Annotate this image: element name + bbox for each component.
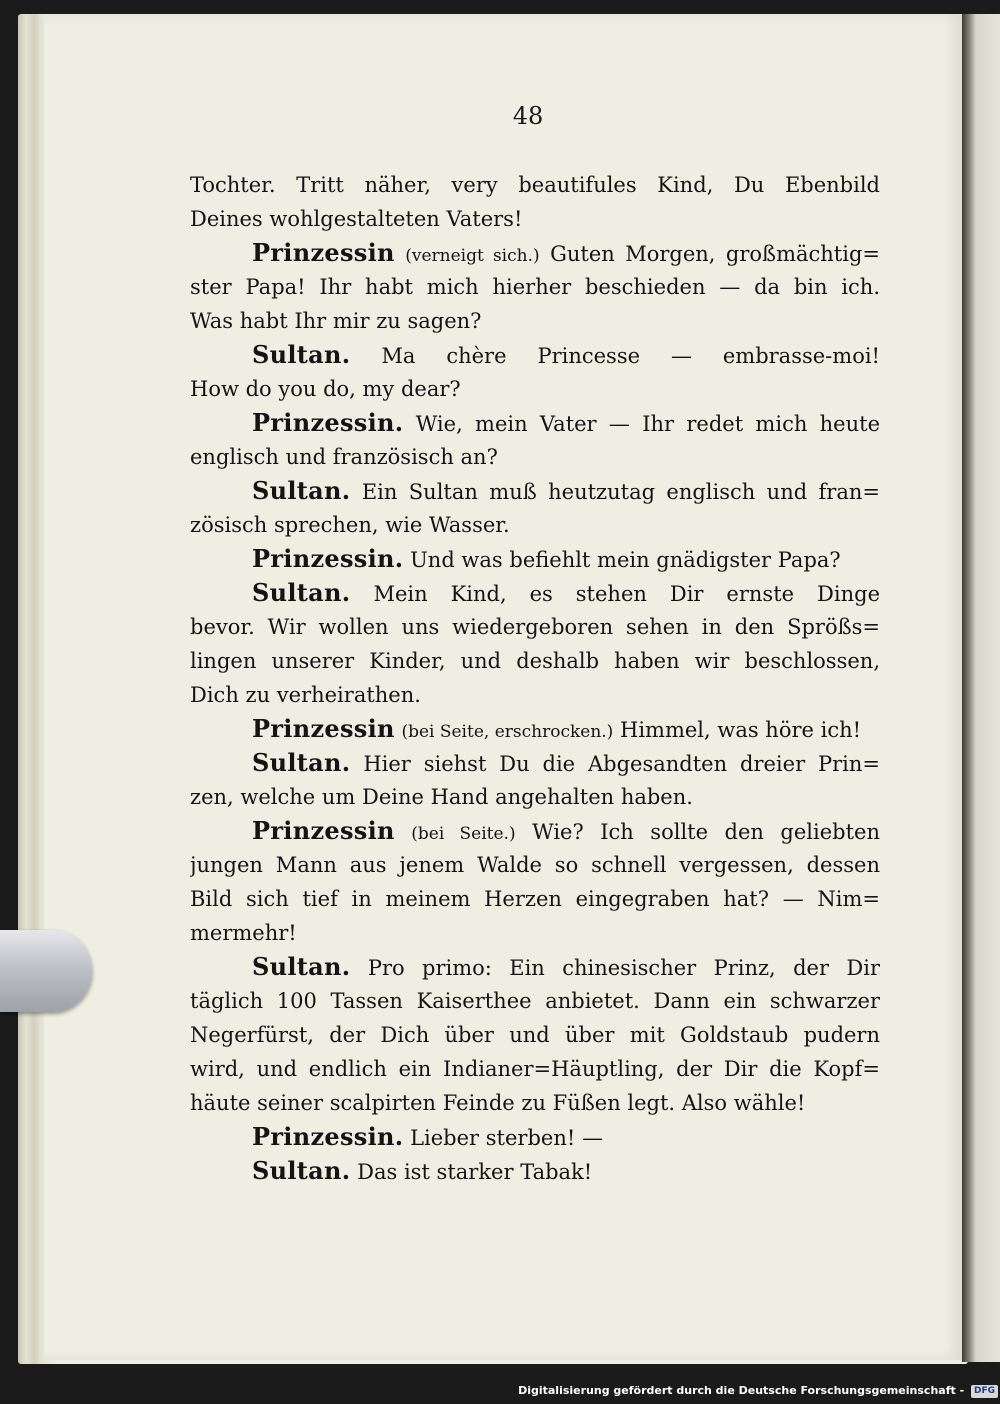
text-line — [190, 712, 880, 746]
text-line — [190, 1018, 880, 1052]
line-text: Wie? Ich sollte den geliebten — [532, 820, 880, 844]
speaker-name: Prinzessin — [252, 714, 395, 743]
line-text: Lieber sterben! — — [410, 1126, 603, 1150]
speaker-name: Prinzessin. — [252, 544, 404, 573]
text-line — [190, 168, 880, 202]
page-number: 48 — [512, 102, 544, 130]
text-line — [190, 474, 880, 508]
line-text: Das ist starker Tabak! — [357, 1160, 593, 1184]
text-line — [190, 236, 880, 270]
text-line — [190, 1120, 880, 1154]
speaker-name: Sultan. — [252, 340, 351, 369]
speaker-name: Prinzessin. — [252, 408, 404, 437]
line-text: Mein Kind, es stehen Dir ernste Dinge — [373, 582, 880, 606]
stage-direction: (bei Seite.) — [411, 824, 516, 844]
line-text: Pro primo: Ein chinesischer Prinz, der Dir — [367, 956, 880, 980]
text-line — [190, 202, 880, 236]
line-text: Wie, mein Vater — Ihr redet mich heute — [415, 412, 880, 436]
line-text: mermehr! — [190, 921, 297, 945]
book-clip-icon — [0, 930, 92, 1012]
next-page-edge — [962, 14, 1000, 1362]
line-text: Dich zu verheirathen. — [190, 683, 421, 707]
text-line — [190, 644, 880, 678]
text-line — [190, 304, 880, 338]
text-line — [190, 1154, 880, 1188]
line-text: ster Papa! Ihr habt mich hierher beschieden — da bin ich. — [190, 275, 880, 299]
text-line — [190, 848, 880, 882]
text-line — [190, 372, 880, 406]
page-text — [190, 168, 880, 1188]
text-line — [190, 916, 880, 950]
stage-direction: (verneigt sich.) — [405, 246, 540, 266]
line-text: Hier siehst Du die Abgesandten dreier Prin= — [363, 752, 880, 776]
line-text: Tochter. Tritt näher, very beautifules Kind, Du Ebenbild — [190, 173, 880, 197]
text-line — [190, 1086, 880, 1120]
line-text: How do you do, my dear? — [190, 377, 461, 401]
text-line — [190, 270, 880, 304]
text-line — [190, 338, 880, 372]
speaker-name: Prinzessin — [252, 238, 395, 267]
text-line — [190, 440, 880, 474]
text-line — [190, 542, 880, 576]
text-line — [190, 746, 880, 780]
line-text: zen, welche um Deine Hand angehalten haben. — [190, 785, 693, 809]
line-text: Und was befiehlt mein gnädigster Papa? — [410, 548, 841, 572]
line-text: Negerfürst, der Dich über und über mit Goldstaub pudern — [190, 1023, 880, 1047]
speaker-name: Sultan. — [252, 952, 351, 981]
line-text: Bild sich tief in meinem Herzen eingegraben hat? — Nim= — [190, 887, 880, 911]
line-text: bevor. Wir wollen uns wiedergeboren sehen in den Sprößs= — [190, 615, 880, 639]
speaker-name: Sultan. — [252, 748, 351, 777]
text-line — [190, 814, 880, 848]
speaker-name: Sultan. — [252, 1156, 351, 1185]
text-line — [190, 882, 880, 916]
line-text: jungen Mann aus jenem Walde so schnell vergessen, dessen — [190, 853, 880, 877]
speaker-name: Prinzessin — [252, 816, 395, 845]
text-line — [190, 576, 880, 610]
line-text: häute seiner scalpirten Feinde zu Füßen legt. Also wähle! — [190, 1091, 806, 1115]
text-line — [190, 406, 880, 440]
line-text: lingen unserer Kinder, und deshalb haben wir beschlossen, — [190, 649, 880, 673]
text-line — [190, 678, 880, 712]
speaker-name: Sultan. — [252, 476, 351, 505]
dfg-logo-icon: DFG — [971, 1385, 998, 1398]
line-text: Guten Morgen, großmächtig= — [550, 242, 880, 266]
text-line — [190, 984, 880, 1018]
line-text: Himmel, was höre ich! — [620, 718, 862, 742]
text-line — [190, 1052, 880, 1086]
line-text: wird, und endlich ein Indianer=Häuptling, der Dir die Kopf= — [190, 1057, 880, 1081]
line-text: Was habt Ihr mir zu sagen? — [190, 309, 482, 333]
line-text: zösisch sprechen, wie Wasser. — [190, 513, 510, 537]
line-text: englisch und französisch an? — [190, 445, 498, 469]
line-text: Deines wohlgestalteten Vaters! — [190, 207, 523, 231]
funding-footer — [518, 1381, 998, 1401]
line-text: täglich 100 Tassen Kaiserthee anbietet. Dann ein schwarzer — [190, 989, 880, 1013]
text-line — [190, 610, 880, 644]
text-line — [190, 950, 880, 984]
speaker-name: Prinzessin. — [252, 1122, 404, 1151]
speaker-name: Sultan. — [252, 578, 351, 607]
text-line — [190, 780, 880, 814]
line-text: Ein Sultan muß heutzutag englisch und fran= — [361, 480, 880, 504]
funding-text: Digitalisierung gefördert durch die Deutsche Forschungsgemeinschaft - — [518, 1384, 965, 1397]
stage-direction: (bei Seite, erschrocken.) — [401, 722, 614, 742]
text-line — [190, 508, 880, 542]
line-text: Ma chère Princesse — embrasse-moi! — [381, 344, 880, 368]
